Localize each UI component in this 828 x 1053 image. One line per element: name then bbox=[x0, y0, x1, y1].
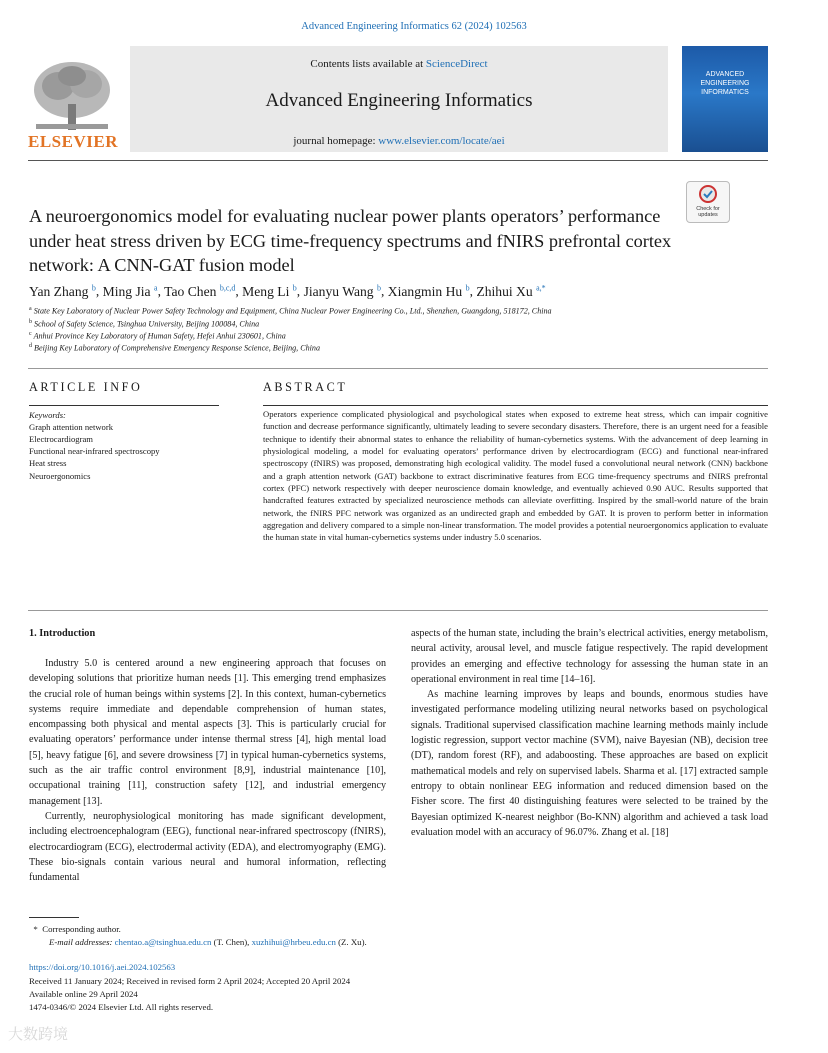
author-sup[interactable]: b,c,d bbox=[219, 283, 236, 292]
crossmark-label-line2: updates bbox=[698, 212, 718, 218]
author[interactable] bbox=[304, 284, 381, 299]
paragraph: Industry 5.0 is centered around a new engineering approach that focuses on developing solutions that prioritize human needs [1]. This emerging trend emphasizes the crucial role of human beings within systems [2]. In this context, human-cybernetics systems require immediate and dependable comprehension of human states, encompassing both physical and mental aspects [3]. This is particularly crucial for evaluating operators’ performance under intense thermal stress [4], high mental load [5], heavy fatigue [6], and severe drowsiness [7] in typical human-cybernetics systems, such as the air traffic control environment [8,9], industrial maintenance [10], occupational training [11], construction safety [12], and industrial emergency management [13]. bbox=[29, 658, 386, 807]
affiliation-sup: d bbox=[29, 343, 32, 349]
body-right-column bbox=[411, 626, 768, 840]
abstract-divider bbox=[263, 405, 768, 406]
doi-link[interactable]: https://doi.org/10.1016/j.aei.2024.102563 bbox=[29, 962, 176, 972]
watermark: 大数跨境 bbox=[8, 1025, 69, 1043]
corresponding-author-note: * Corresponding author. bbox=[29, 924, 121, 934]
keywords-divider bbox=[29, 405, 219, 406]
affiliation-text: Anhui Province Key Laboratory of Human Safety, Hefei Anhui 230601, China bbox=[33, 331, 286, 341]
affiliation bbox=[29, 319, 259, 329]
author-name: Ming Jia bbox=[102, 283, 151, 299]
author-sup[interactable]: b bbox=[292, 283, 297, 292]
author-sup[interactable]: b bbox=[465, 283, 470, 292]
author[interactable] bbox=[242, 284, 297, 299]
affiliation bbox=[29, 343, 320, 353]
affiliation-text: School of Safety Science, Tsinghua University, Beijing 100084, China bbox=[34, 319, 260, 329]
affiliation-sup: a bbox=[29, 306, 32, 312]
homepage-link[interactable]: www.elsevier.com/locate/aei bbox=[378, 135, 505, 147]
crossmark-icon bbox=[699, 185, 717, 203]
journal-cover[interactable] bbox=[682, 46, 768, 152]
corresponding-label: Corresponding author. bbox=[42, 924, 121, 934]
author-name: Tao Chen bbox=[164, 283, 217, 299]
received-dates: Received 11 January 2024; Received in revised form 2 April 2024; Accepted 20 April 2024 bbox=[29, 976, 351, 986]
body-left-column bbox=[29, 656, 386, 885]
author-sup[interactable]: b bbox=[91, 283, 96, 292]
homepage-line bbox=[130, 135, 668, 147]
affiliation-sup: c bbox=[29, 331, 32, 337]
affiliation-text: Beijing Key Laboratory of Comprehensive Emergency Response Science, Beijing, China bbox=[34, 343, 321, 353]
journal-title: Advanced Engineering Informatics bbox=[265, 90, 533, 111]
author-name: Jianyu Wang bbox=[303, 283, 374, 299]
keywords-label: Keywords: bbox=[29, 410, 66, 420]
contents-prefix: Contents lists available at bbox=[310, 58, 424, 70]
affiliation-text: State Key Laboratory of Nuclear Power Safety Technology and Equipment, China Nuclear Power Engineering Co., Ltd., Shenzhen, Guangdong, 518172, China bbox=[33, 306, 552, 316]
author-name: Meng Li bbox=[242, 283, 290, 299]
contents-line bbox=[130, 58, 668, 70]
affiliation-sup: b bbox=[29, 319, 32, 325]
crossmark-label-line1: Check for bbox=[696, 206, 720, 212]
check-for-updates-badge[interactable] bbox=[686, 181, 730, 223]
journal-reference-link[interactable]: Advanced Engineering Informatics 62 (2024) 102563 bbox=[301, 21, 527, 32]
author-sup[interactable]: a bbox=[154, 283, 158, 292]
email-link-xu[interactable]: xuzhihui@hrbeu.edu.cn bbox=[251, 937, 336, 947]
affiliation bbox=[29, 306, 552, 316]
keyword: Graph attention network bbox=[29, 422, 114, 432]
introduction-heading: 1. Introduction bbox=[29, 628, 96, 639]
abstract-heading: ABSTRACT bbox=[263, 380, 348, 394]
affiliation bbox=[29, 331, 286, 341]
footnote-divider bbox=[29, 917, 79, 918]
homepage-prefix: journal homepage: bbox=[293, 135, 376, 147]
section-divider bbox=[28, 368, 768, 369]
keyword: Electrocardiogram bbox=[29, 434, 93, 444]
article-info-heading: ARTICLE INFO bbox=[29, 380, 143, 394]
email-label: E-mail addresses: bbox=[49, 937, 113, 947]
keyword: Functional near-infrared spectroscopy bbox=[29, 446, 160, 456]
copyright: 1474-0346/© 2024 Elsevier Ltd. All rights reserved. bbox=[29, 1002, 214, 1012]
crossmark-label bbox=[687, 206, 729, 218]
author-name: Zhihui Xu bbox=[476, 283, 533, 299]
author-name: Xiangmin Hu bbox=[387, 283, 463, 299]
author[interactable] bbox=[29, 284, 96, 299]
publisher-name: ELSEVIER bbox=[28, 132, 118, 151]
email-link-chen[interactable]: chentao.a@tsinghua.edu.cn bbox=[114, 937, 212, 947]
author[interactable] bbox=[388, 284, 470, 299]
author-sup[interactable]: b bbox=[377, 283, 381, 292]
cover-title: ADVANCED ENGINEERING INFORMATICS bbox=[700, 71, 750, 96]
paragraph: Currently, neurophysiological monitoring has made significant development, including electroencephalogram (EEG), functional near-infrared spectroscopy (fNIRS), electrocardiogram (ECG), electrodermal activity (EDA), and electromyography (EMG). These bio-signals contain various neural and humoral information, reflecting fundamental bbox=[29, 810, 386, 884]
header-divider bbox=[28, 160, 768, 161]
keyword: Heat stress bbox=[29, 458, 67, 468]
paragraph: aspects of the human state, including the brain’s electrical activities, energy metabolism, neural activity, arousal level, and muscle fatigue respectively. The rapid development provides an emerging and effective technology for assessing the human state in an operational environment in real time [14–16]. bbox=[411, 628, 768, 685]
body-divider bbox=[28, 610, 768, 611]
email-owner: (T. Chen), bbox=[213, 937, 250, 947]
author-list: Yan Zhang $^b$, Ming Jia $^a$, Tao Chen $^{b,c,d}$, Meng Li $^b$, Jianyu Wang $^b$, Xiangmin Hu $^b$, Zhihui Xu $^{a,*}$ bbox=[29, 283, 546, 299]
author[interactable] bbox=[103, 284, 158, 299]
email-line bbox=[49, 937, 367, 947]
available-online: Available online 29 April 2024 bbox=[29, 989, 138, 999]
author-name: Yan Zhang bbox=[29, 283, 89, 299]
author-sup[interactable]: a,* bbox=[536, 283, 546, 292]
sciencedirect-link[interactable]: ScienceDirect bbox=[425, 58, 488, 70]
paragraph: As machine learning improves by leaps and bounds, enormous studies have investigated performance modeling utilizing neural networks based on psychological signals. Traditional supervised classification machine learning methods mainly include logistic regression, support vector machine (SVM), naive Bayesian (NB), decision tree (DT), random forest (RF), and adaboosting. These approaches are based on explicit mathematical models and rely on supervised labels. Sharma et al. [17] extracted sample entropy to obtain nonlinear EEG information and reduced dimension based on the Fisher score. The first 40 distinguishing features were selected to be trained by the Bayesian optimized K-nearest neighbor (Bo-KNN) algorithm and achieved a task load evaluation model with an accuracy of 96.07%. Zhang et al. [18] bbox=[411, 689, 768, 838]
email-owner: (Z. Xu). bbox=[338, 937, 367, 947]
author[interactable] bbox=[164, 284, 235, 299]
article-title: A neuroergonomics model for evaluating nuclear power plants operators’ performance under heat stress driven by ECG time-frequency spectrums and fNIRS prefrontal cortex network: A CNN-GAT fusion model bbox=[29, 206, 672, 275]
author[interactable] bbox=[476, 284, 545, 299]
abstract-text: Operators experience complicated physiological and psychological states when exposed to extreme heat stress, which can impair cognitive function and decrease performance significantly, ultimately leading to severe secondary disasters. Therefore, there is an urgent need for a feasible technique to identify their abnormal states to enhance the reliability of human-cybernetics systems. With the advancement of deep learning in physiological modeling, a model for evaluating operators’ performance driven by electrocardiogram (ECG) and functional near-infrared spectroscopy (fNIRS) was proposed, demonstrating high ecological validity. The model fused a convolutional neural network (CNN) backbone and a graph attention network (GAT) backbone to extract discriminative features from ECG time-frequency spectrums and fNIRS prefrontal cortex (PFC) network respectively with deeper neuroscience domain knowledge, and eventually achieved 0.90 AUC. Results supported that handcrafted features extracted by specialized neuroscience methods can alleviate overfitting. Inspired by the small-world nature of the brain network, the fNIRS PFC network was organized as an undirected graph and embedded by GAT. It is proven to perform better in information aggregation and delivery compared to a simple non-linear transformation. The model provides a potential neuroergonomics application to evaluate the human state in vital human-cybernetics systems under industry 5.0 scenarios. bbox=[263, 409, 768, 543]
keyword: Neuroergonomics bbox=[29, 471, 91, 481]
